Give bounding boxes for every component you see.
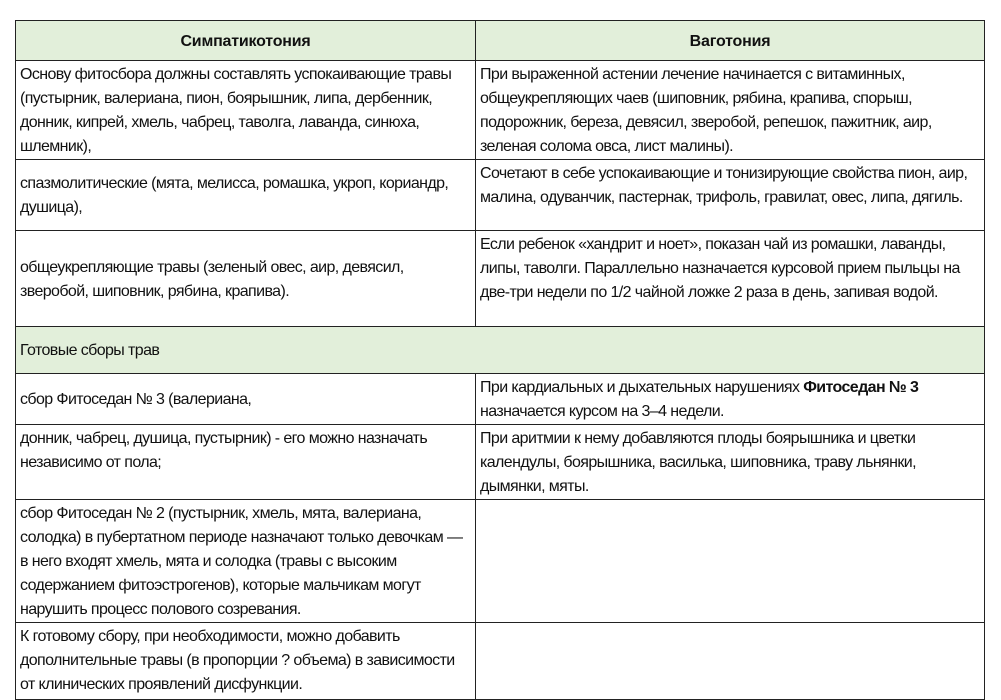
text: назначается курсом на 3–4 недели. (480, 403, 724, 420)
cell-left: сбор Фитоседан № 2 (пустырник, хмель, мята, валериана, солодка) в пубертатном периоде назначают только девочкам — в него входят хмель, мята и солодка (травы с высоким содержанием фитоэстрогенов), которые мальчикам могут нарушить процесс полового созревания. (16, 500, 476, 623)
text: При кардиальных и дыхательных нарушениях (480, 379, 804, 396)
cell-left: спазмолитические (мята, мелисса, ромашка, укроп, кориандр, душица), (16, 160, 476, 231)
table-row (16, 160, 985, 231)
table-row (16, 623, 985, 700)
cell-right: Если ребенок «хандрит и ноет», показан чай из ромашки, лаванды, липы, таволги. Параллельно назначается курсовой прием пыльцы на две-три недели по 1/2 чайной ложке 2 раза в день, запивая водой. (476, 231, 985, 327)
cell-right (476, 623, 985, 700)
cell-left: донник, чабрец, душица, пустырник) - его можно назначать независимо от пола; (16, 425, 476, 500)
cell-left: К готовому сбору, при необходимости, можно добавить дополнительные травы (в пропорции ? объема) в зависимости от клинических проявлений дисфункции. (16, 623, 476, 700)
table-row (16, 61, 985, 160)
cell-right: При аритмии к нему добавляются плоды боярышника и цветки календулы, боярышника, василька, шиповника, траву льнянки, дымянки, мяты. (476, 425, 985, 500)
bold-text: Фитоседан № 3 (803, 379, 919, 396)
comparison-table (15, 20, 985, 700)
section-row (16, 327, 985, 374)
header-row (16, 21, 985, 61)
section-title: Готовые сборы трав (16, 327, 985, 374)
table-row (16, 231, 985, 327)
cell-right: Сочетают в себе успокаивающие и тонизирующие свойства пион, аир, малина, одуванчик, пастернак, трифоль, гравилат, овес, липа, дягиль. (476, 160, 985, 231)
table-row (16, 425, 985, 500)
cell-right (476, 374, 985, 425)
cell-right: При выраженной астении лечение начинается с витаминных, общеукрепляющих чаев (шиповник, рябина, крапива, спорыш, подорожник, береза, девясил, зверобой, репешок, пажитник, аир, зеленая солома овса, лист малины). (476, 61, 985, 160)
cell-right (476, 500, 985, 623)
table-row (16, 500, 985, 623)
header-sympathicotonia: Симпатикотония (16, 21, 476, 61)
cell-left: сбор Фитоседан № 3 (валериана, (16, 374, 476, 425)
table-row (16, 374, 985, 425)
header-vagotonia: Ваготония (476, 21, 985, 61)
cell-left: общеукрепляющие травы (зеленый овес, аир, девясил, зверобой, шиповник, рябина, крапива). (16, 231, 476, 327)
cell-left: Основу фитосбора должны составлять успокаивающие травы (пустырник, валериана, пион, боярышник, липа, дербенник, донник, кипрей, хмель, чабрец, таволга, лаванда, синюха, шлемник), (16, 61, 476, 160)
